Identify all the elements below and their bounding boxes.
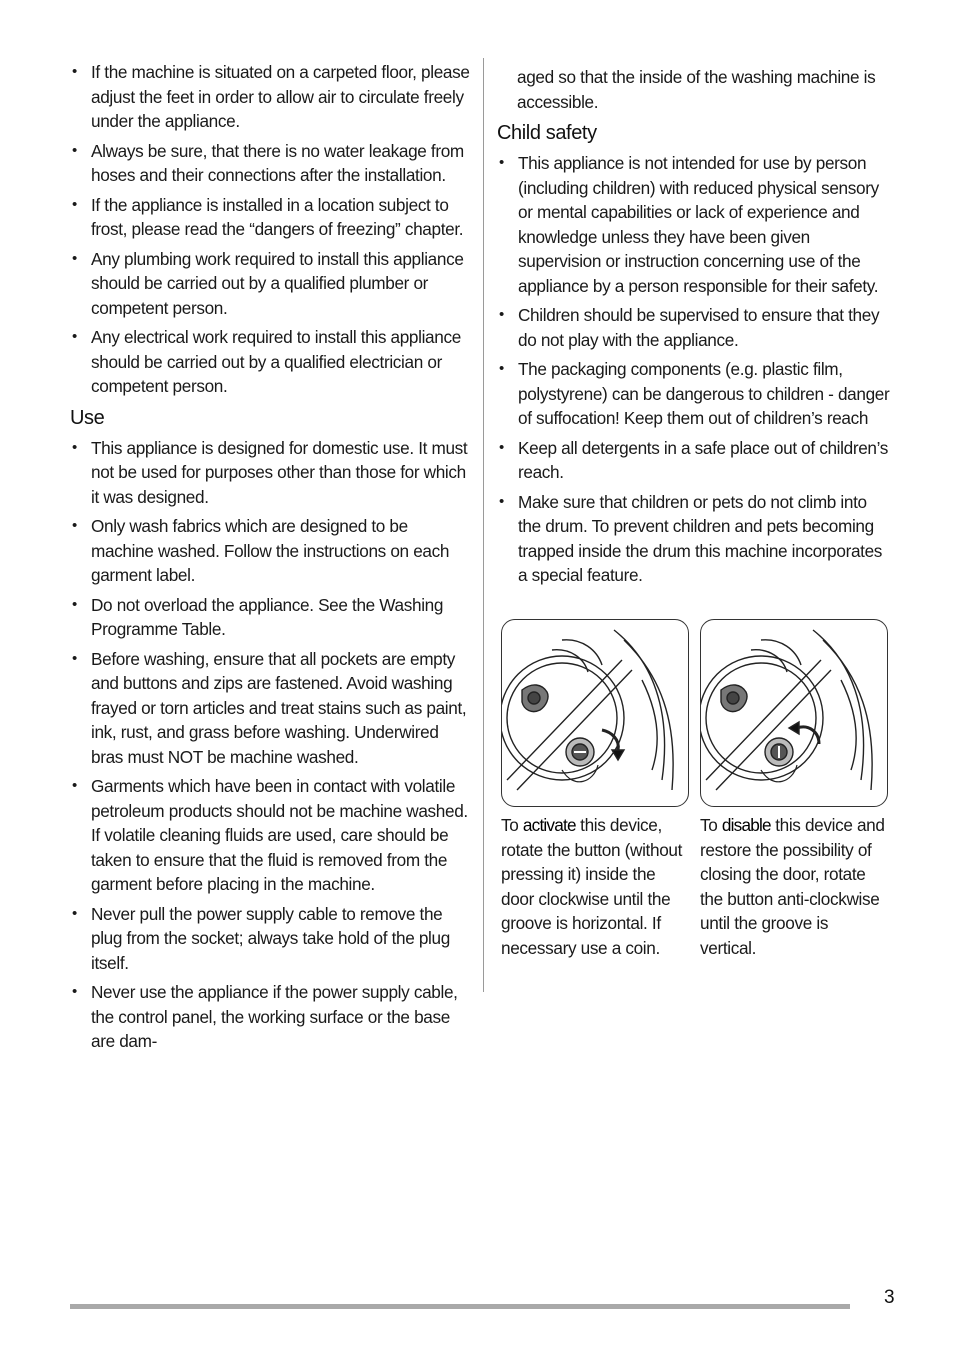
activate-illustration <box>501 619 689 807</box>
door-lock-anticlockwise-icon <box>701 620 887 806</box>
disable-keyword: disable <box>721 815 771 835</box>
footer-rule <box>70 1304 850 1309</box>
list-item: • Make sure that children or pets do not climb into the drum. To prevent children and pets becoming trapped inside the drum this machine incorporates a special feature. <box>499 491 883 585</box>
use-list <box>70 436 470 1054</box>
page-number: 3 <box>884 1287 895 1308</box>
list-item: • Always be sure, that there is no water leakage from hoses and their connections after the installation. <box>72 140 464 185</box>
column-divider <box>483 58 484 992</box>
child-safety-list <box>497 151 892 588</box>
disable-caption: To disable this device and restore the possibility of closing the door, rotate the button anti-clockwise until the groove is vertical. <box>700 815 885 958</box>
installation-list <box>70 60 470 399</box>
list-item: • Any plumbing work required to install this appliance should be carried out by a qualified plumber or competent person. <box>72 248 464 318</box>
disable-illustration <box>700 619 888 807</box>
list-item: • Only wash fabrics which are designed to be machine washed. Follow the instructions on each garment label. <box>72 516 450 585</box>
continued-text: aged so that the inside of the washing machine is accessible. <box>517 67 876 112</box>
list-item: • Any electrical work required to install this appliance should be carried out by a qualified electrician or competent person. <box>72 327 461 396</box>
list-item: • Never pull the power supply cable to remove the plug from the socket; always take hold of the plug itself. <box>72 903 450 973</box>
list-item: • Before washing, ensure that all pockets are empty and buttons and zips are fastened. Avoid washing frayed or torn articles and treat stains such as paint, ink, rust, and grass before washing. Underwired bras must NOT be machine washed. <box>72 648 467 767</box>
activate-caption: To activate this device, rotate the button (without pressing it) inside the door clockwise until the groove is horizontal. If necessary use a coin. <box>501 815 683 958</box>
list-item: • Keep all detergents in a safe place out of children’s reach. <box>499 437 889 482</box>
list-item: • Garments which have been in contact with volatile petroleum products should not be machine washed. If volatile cleaning fluids are used, care should be taken to ensure that the fluid is removed from the garment before placing in the machine. <box>72 776 468 894</box>
list-item: • The packaging components (e.g. plastic film, polystyrene) can be dangerous to children - danger of suffocation! Keep them out of children’s reach <box>499 359 890 428</box>
door-lock-clockwise-icon <box>502 620 688 806</box>
left-column <box>70 60 470 1059</box>
list-item: • If the appliance is installed in a location subject to frost, please read the “dangers of freezing” chapter. <box>72 194 464 239</box>
list-item: • This appliance is not intended for use by person (including children) with reduced physical sensory or mental capabilities or lack of experience and knowledge unless they have been given supervision or instruction concerning use of the appliance by a person responsible for their safety. <box>499 153 879 296</box>
child-safety-heading: Child safety <box>497 122 597 144</box>
activate-keyword: activate <box>522 815 576 835</box>
list-item: • Children should be supervised to ensure that they do not play with the appliance. <box>499 305 880 350</box>
use-heading: Use <box>70 406 105 429</box>
right-column <box>497 60 892 593</box>
list-item: • If the machine is situated on a carpeted floor, please adjust the feet in order to allow air to circulate freely under the appliance. <box>72 62 470 131</box>
list-item: • Do not overload the appliance. See the Washing Programme Table. <box>72 594 444 639</box>
list-item: • This appliance is designed for domestic use. It must not be used for purposes other than those for which it was designed. <box>72 437 468 507</box>
list-item: • Never use the appliance if the power supply cable, the control panel, the working surface or the base are dam- <box>72 982 458 1051</box>
